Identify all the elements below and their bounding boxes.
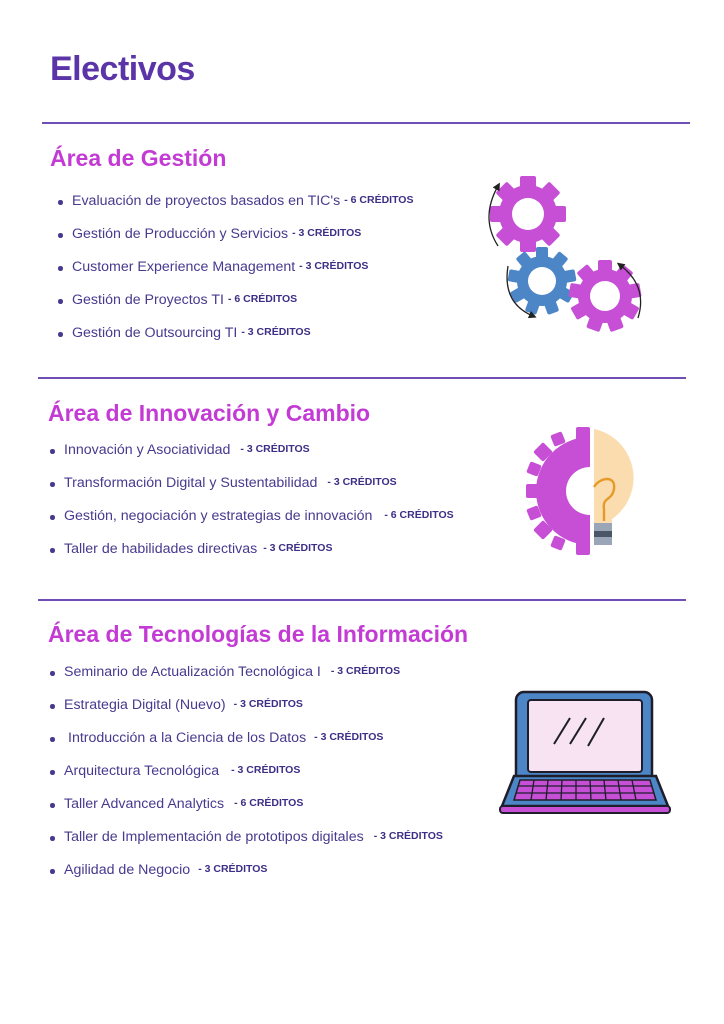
course-credits: - 6 CRÉDITOS [384, 509, 454, 521]
course-credits: - 3 CRÉDITOS [327, 476, 397, 488]
bullet-icon [50, 836, 55, 841]
bullet-icon [50, 548, 55, 553]
bullet-icon [58, 332, 63, 337]
course-credits: - 3 CRÉDITOS [263, 542, 333, 554]
bullet-icon [58, 266, 63, 271]
list-item [64, 664, 443, 697]
course-credits: - 3 CRÉDITOS [299, 260, 369, 272]
list-item [64, 763, 443, 796]
course-name: Taller de habilidades directivas [64, 541, 258, 557]
course-name: Agilidad de Negocio [64, 862, 191, 878]
gear-lightbulb-icon [526, 425, 650, 555]
course-name: Gestión, negociación y estrategias de innovación [64, 508, 373, 524]
bullet-icon [50, 803, 55, 808]
course-name: Introducción a la Ciencia de los Datos [68, 730, 307, 746]
course-name: Gestión de Proyectos TI [72, 292, 224, 308]
list-item [64, 829, 443, 862]
course-list-tecnologias [64, 664, 443, 895]
list-item [64, 508, 454, 541]
course-credits: - 6 CRÉDITOS [227, 293, 298, 305]
divider [38, 377, 686, 379]
gears-icon [478, 168, 653, 338]
course-credits: - 3 CRÉDITOS [241, 326, 311, 338]
course-list-innovacion [64, 442, 454, 574]
laptop-icon [496, 688, 674, 818]
bullet-icon [58, 299, 63, 304]
list-item [64, 541, 454, 574]
course-name: Customer Experience Management [72, 259, 296, 275]
list-item [64, 442, 454, 475]
list-item [64, 796, 443, 829]
course-list-gestion [72, 193, 413, 358]
list-item [72, 259, 413, 292]
course-name: Evaluación de proyectos basados en TIC's [72, 193, 341, 209]
list-item [72, 193, 413, 226]
bullet-icon [50, 737, 55, 742]
section-title-innovacion: Área de Innovación y Cambio [48, 400, 371, 426]
course-name: Gestión de Outsourcing TI [72, 325, 238, 341]
list-item [64, 475, 454, 508]
course-name: Innovación y Asociatividad [64, 442, 231, 458]
course-name: Arquitectura Tecnológica [64, 763, 220, 779]
course-name: Gestión de Producción y Servicios [72, 226, 289, 242]
course-credits: - 3 CRÉDITOS [292, 227, 362, 239]
list-item [72, 292, 413, 325]
course-credits: - 6 CRÉDITOS [344, 194, 414, 206]
bullet-icon [50, 704, 55, 709]
course-credits: - 3 CRÉDITOS [231, 764, 301, 776]
course-credits: - 3 CRÉDITOS [240, 443, 310, 455]
page-title: Electivos [50, 50, 195, 88]
course-name: Seminario de Actualización Tecnológica I [64, 664, 321, 680]
list-item [64, 862, 443, 895]
bullet-icon [58, 233, 63, 238]
course-name: Taller de Implementación de prototipos digitales [64, 829, 364, 845]
section-title-tecnologias: Área de Tecnologías de la Información [48, 621, 469, 647]
course-credits: - 3 CRÉDITOS [373, 830, 443, 842]
list-item [72, 226, 413, 259]
bullet-icon [50, 515, 55, 520]
course-credits: - 3 CRÉDITOS [198, 863, 268, 875]
divider [42, 122, 690, 124]
course-name: Estrategia Digital (Nuevo) [64, 697, 226, 713]
list-item [64, 697, 443, 730]
bullet-icon [58, 200, 63, 205]
course-credits: - 6 CRÉDITOS [234, 797, 304, 809]
course-credits: - 3 CRÉDITOS [314, 731, 384, 743]
bullet-icon [50, 449, 55, 454]
list-item [72, 325, 413, 358]
bullet-icon [50, 671, 55, 676]
bullet-icon [50, 770, 55, 775]
section-title-gestion: Área de Gestión [50, 145, 227, 171]
course-credits: - 3 CRÉDITOS [330, 665, 401, 677]
course-name: Transformación Digital y Sustentabilidad [64, 475, 318, 491]
bullet-icon [50, 482, 55, 487]
list-item [64, 730, 443, 763]
course-credits: - 3 CRÉDITOS [233, 698, 303, 710]
course-name: Taller Advanced Analytics [64, 796, 225, 812]
divider [38, 599, 686, 601]
bullet-icon [50, 869, 55, 874]
